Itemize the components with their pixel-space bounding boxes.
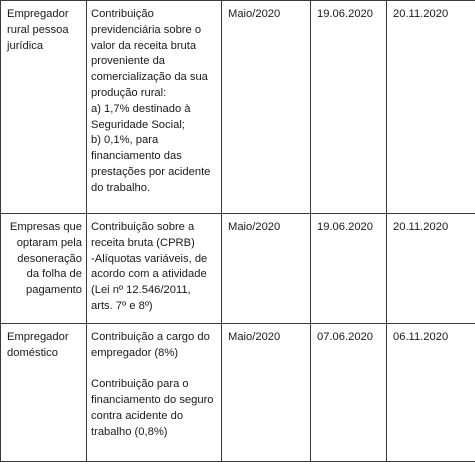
period-cell	[222, 1, 311, 214]
deferred-date-text: 06.11.2020	[393, 331, 448, 343]
table-row	[1, 1, 475, 214]
deferred-date-text: 20.11.2020	[393, 221, 448, 233]
contribution-text: Contribuição previdenciária sobre o valor da receita bruta proveniente da comercialização da sua produção rural: a) 1,7% destinado à Seguridade Social; b) 0,1%, para financiamento das prestações por acidente do trabalho.	[91, 7, 215, 197]
period-cell	[222, 324, 311, 462]
deferred-date-cell	[387, 214, 475, 324]
due-date-text: 19.06.2020	[317, 8, 373, 20]
due-date-cell	[311, 214, 387, 324]
contribution-cell	[87, 214, 222, 324]
period-cell	[222, 214, 311, 324]
paragraph-gap	[91, 362, 215, 378]
deferred-date-cell	[387, 324, 475, 462]
taxpayer-text: Empregador doméstico	[7, 330, 82, 362]
taxpayer-cell	[1, 324, 87, 462]
taxpayer-text: Empresas que optaram pela desoneração da folha de pagamento	[7, 220, 82, 299]
taxpayer-text: Empregador rural pessoa jurídica	[7, 7, 82, 54]
table-row	[1, 324, 475, 462]
contribution-text: Contribuição a cargo do empregador (8%) Contribuição para o financiamento do seguro contra acidente do trabalho (0,8%)	[91, 330, 215, 441]
taxpayer-cell	[1, 214, 87, 324]
period-text: Maio/2020	[228, 331, 280, 343]
period-text: Maio/2020	[228, 221, 280, 233]
due-date-cell	[311, 324, 387, 462]
deferred-date-text: 20.11.2020	[393, 8, 448, 20]
deferred-date-cell	[387, 1, 475, 214]
contribution-text: Contribuição sobre a receita bruta (CPRB) -Alíquotas variáveis, de acordo com a atividade (Lei nº 12.546/2011, arts. 7º e 8º)	[91, 220, 215, 315]
period-text: Maio/2020	[228, 8, 280, 20]
due-date-text: 07.06.2020	[317, 331, 373, 343]
due-date-cell	[311, 1, 387, 214]
contribution-cell	[87, 324, 222, 462]
due-date-text: 19.06.2020	[317, 221, 373, 233]
table-row	[1, 214, 475, 324]
taxpayer-cell	[1, 1, 87, 214]
contribution-cell	[87, 1, 222, 214]
